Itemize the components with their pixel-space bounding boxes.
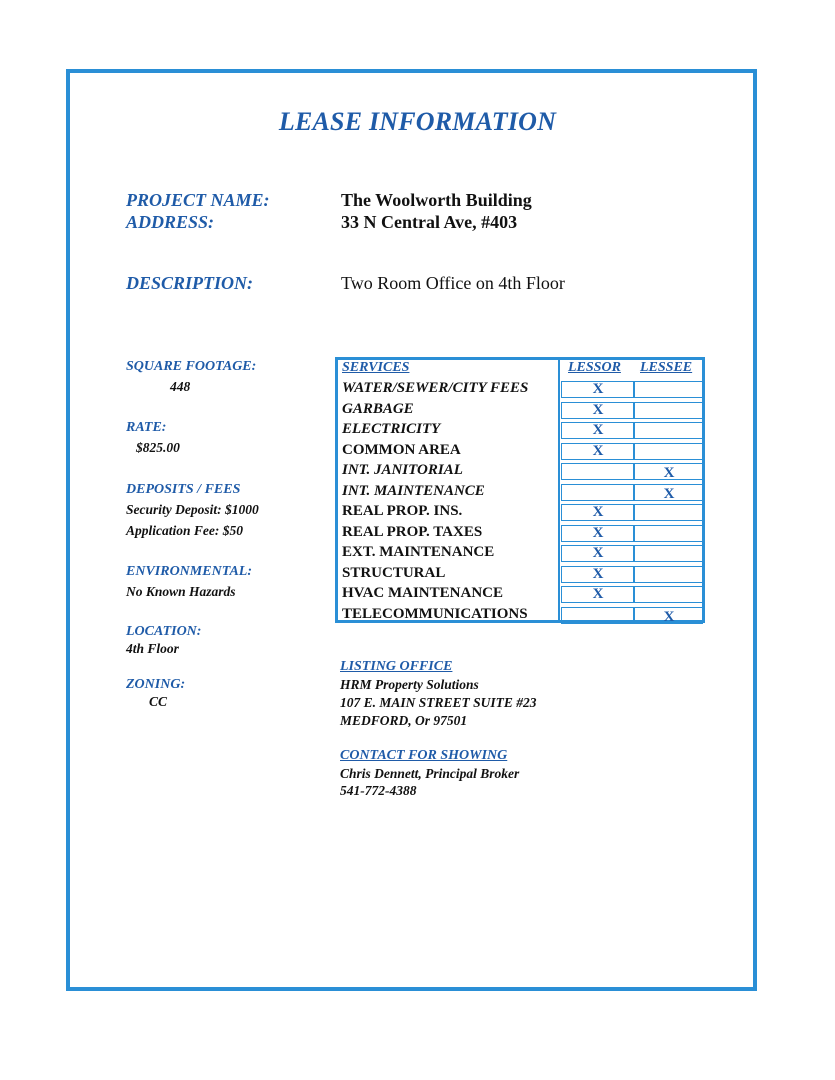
service-row	[338, 564, 702, 585]
project-name-label: PROJECT NAME:	[126, 190, 270, 210]
lessee-cell	[634, 443, 703, 460]
address-value: 33 N Central Ave, #403	[341, 212, 518, 232]
lessee-mark: X	[663, 465, 675, 481]
service-row	[338, 543, 702, 564]
rate-value: $825.00	[136, 440, 180, 455]
lessee-cell	[634, 402, 703, 419]
environmental-value: No Known Hazards	[126, 584, 236, 599]
description-value: Two Room Office on 4th Floor	[341, 273, 565, 293]
service-name: TELECOMMUNICATIONS	[342, 605, 528, 622]
lessor-mark: X	[592, 442, 604, 459]
contact-label: CONTACT FOR SHOWING	[340, 748, 508, 763]
service-name: EXT. MAINTENANCE	[342, 544, 495, 560]
service-row	[338, 523, 702, 544]
zoning-value: CC	[149, 694, 168, 709]
contact-name: Chris Dennett, Principal Broker	[340, 766, 520, 781]
lessee-mark: X	[663, 485, 675, 502]
deposits-label: DEPOSITS / FEES	[126, 482, 241, 497]
rate-label: RATE:	[126, 420, 167, 435]
lessor-mark: X	[592, 504, 604, 520]
service-name: INT. JANITORIAL	[342, 462, 463, 478]
service-name: INT. MAINTENANCE	[342, 482, 485, 499]
service-row	[338, 482, 702, 503]
square-footage-value: 448	[170, 379, 191, 394]
lessee-cell	[634, 525, 703, 542]
lessor-mark: X	[592, 401, 604, 418]
lessor-mark: X	[592, 524, 604, 541]
service-row	[338, 441, 702, 462]
contact-phone: 541-772-4388	[340, 783, 417, 798]
square-footage-label: SQUARE FOOTAGE:	[126, 359, 257, 374]
services-header: SERVICES	[342, 360, 410, 375]
lessor-cell	[561, 607, 634, 624]
service-name: REAL PROP. INS.	[342, 503, 463, 519]
service-name: HVAC MAINTENANCE	[342, 585, 503, 601]
services-table	[335, 357, 705, 623]
service-row	[338, 584, 702, 605]
service-name: STRUCTURAL	[342, 564, 446, 581]
listing-office-name: HRM Property Solutions	[340, 677, 479, 692]
lessor-mark: X	[592, 381, 604, 397]
service-name: WATER/SEWER/CITY FEES	[342, 380, 529, 396]
lessee-cell	[634, 566, 703, 583]
lessee-mark: X	[663, 608, 675, 625]
location-label: LOCATION:	[126, 624, 202, 639]
service-name: REAL PROP. TAXES	[342, 523, 483, 540]
address-label: ADDRESS:	[126, 212, 215, 232]
lessee-cell	[634, 422, 703, 439]
zoning-label: ZONING:	[126, 677, 186, 692]
service-row	[338, 605, 702, 626]
application-fee: Application Fee: $50	[126, 523, 243, 538]
project-name-value: The Woolworth Building	[341, 190, 532, 210]
lessee-cell	[634, 545, 703, 562]
service-name: COMMON AREA	[342, 441, 461, 458]
service-name: GARBAGE	[342, 400, 414, 417]
security-deposit: Security Deposit: $1000	[126, 502, 259, 517]
lessee-header: LESSEE	[640, 360, 693, 375]
location-value: 4th Floor	[126, 641, 179, 656]
service-row	[338, 400, 702, 421]
description-label: DESCRIPTION:	[126, 273, 254, 293]
lessee-cell	[634, 586, 703, 603]
listing-office-label: LISTING OFFICE	[340, 659, 453, 674]
lessor-cell	[561, 463, 634, 480]
lessor-mark: X	[592, 586, 604, 602]
lessor-header: LESSOR	[568, 360, 621, 375]
listing-office-city: MEDFORD, Or 97501	[340, 713, 468, 728]
lessor-cell	[561, 484, 634, 501]
service-row	[338, 379, 702, 400]
lessor-mark: X	[592, 565, 604, 582]
service-row	[338, 420, 702, 441]
service-row	[338, 461, 702, 482]
listing-office-street: 107 E. MAIN STREET SUITE #23	[340, 695, 537, 710]
lessor-mark: X	[592, 545, 604, 561]
lessee-cell	[634, 504, 703, 521]
lessee-cell	[634, 381, 703, 398]
lessor-mark: X	[592, 422, 604, 438]
service-name: ELECTRICITY	[342, 421, 441, 437]
page-title: LEASE INFORMATION	[278, 107, 557, 136]
environmental-label: ENVIRONMENTAL:	[126, 564, 253, 579]
service-row	[338, 502, 702, 523]
